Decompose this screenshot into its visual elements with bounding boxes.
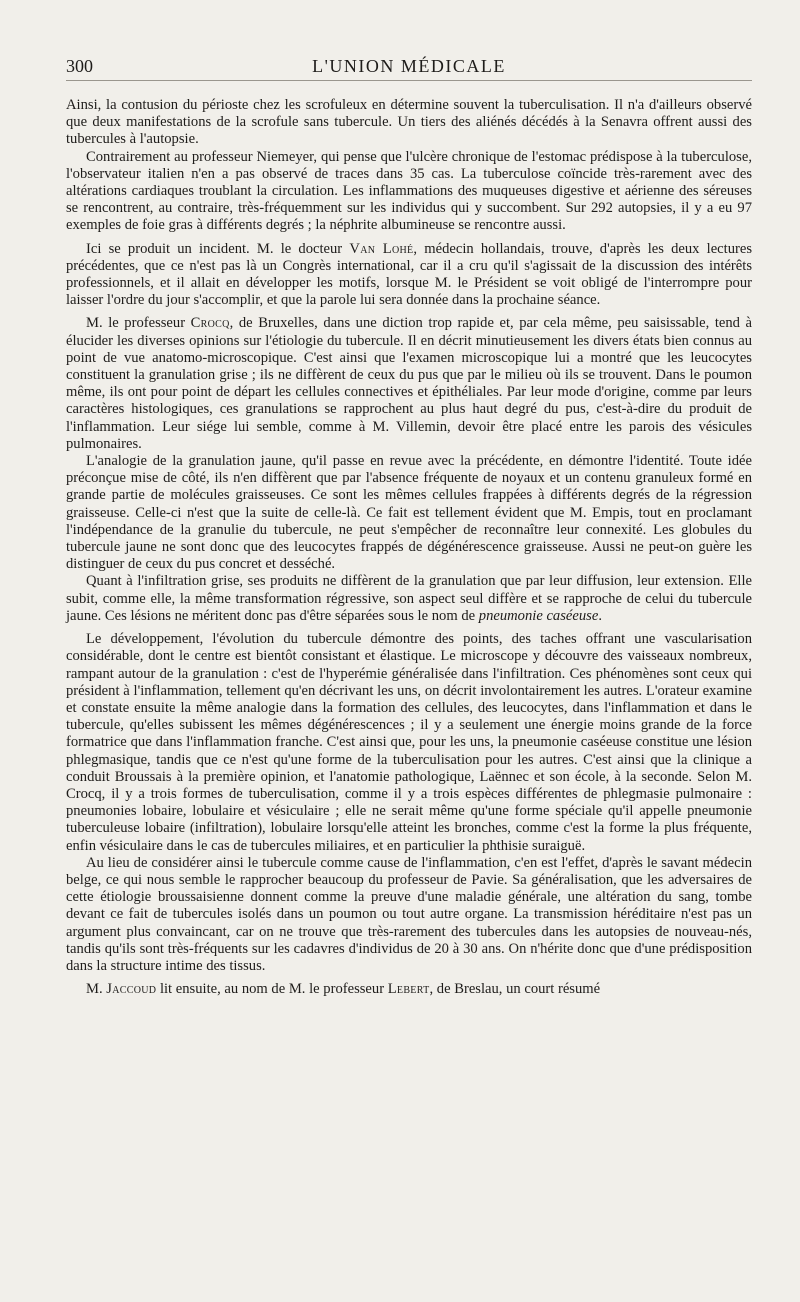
- paragraph-text: , de Breslau, un court résumé: [429, 981, 601, 998]
- paragraph: [66, 981, 752, 998]
- paragraph: [66, 149, 752, 235]
- person-name: Jaccoud: [106, 981, 157, 998]
- article-body: [66, 97, 752, 998]
- paragraph-text: .: [598, 607, 602, 624]
- paragraph-text: Ici se produit un incident. M. le docteur: [86, 240, 350, 257]
- paragraph-text: Contrairement au professeur Niemeyer, qui pense que l'ulcère chronique de l'estomac prédispose à la tuberculose, l'observateur italien n'en a pas observé de traces dans 35 cas. La tuberculose coïncide très-rarement avec des altérations cardiaques troublant la circulation. Les inflammations des muqueuses digestive et aérienne des séreuses se rencontrent, au contraire, très-fréquemment sur les individus qui y succombent. Sur 292 autopsies, il y a eu 97 exemples de foie gras à différents degrés ; la néphrite albumineuse se rencontre aussi.: [66, 148, 752, 234]
- paragraph-text: , médecin hollandais, trouve, d'après les deux lectures précédentes, que ce n'est pas là un Congrès international, car il a cru qu'il s'agissait de la discussion des intérêts professionnels, et il allait en développer les motifs, lorsque M. le Président se voit obligé de l'interrompre pour laisser l'ordre du jour s'accomplir, et que la parole lui sera donnée dans la prochaine séance.: [66, 240, 753, 309]
- paragraph-text: L'analogie de la granulation jaune, qu'il passe en revue avec la précédente, en démontre l'identité. Toute idée préconçue mise de côté, ils n'en diffèrent que par l'absence fréquente de noyaux et un contenu granuleux formé en grande partie de molécules graisseuses. Ce sont les mêmes cellules frappées à différents degrés de la régression graisseuse. Celle-ci n'est que la suite de celle-là. Ce fait est tellement évident que M. Empis, tout en proclamant l'indépendance de la granulie du tubercule, ne peut s'empêcher de reconnaître leur connexité. Les globules du tubercule jaune ne sont donc que des leucocytes frappés de dégénérescence graisseuse. Aussi ne peut-on guère les distinguer de ceux du pus concret et desséché.: [66, 453, 752, 573]
- paragraph-text: Au lieu de considérer ainsi le tubercule comme cause de l'inflammation, c'en est l'effet, d'après le savant médecin belge, ce qui nous semble le rapprocher beaucoup du professeur de Pavie. Sa généralisation, que les adversaires de cette étiologie broussaisienne donnent comme la preuve d'une maladie générale, une altération du sang, tombe devant ce fait de tubercules isolés dans un poumon ou tout autre organe. La transmission héréditaire n'est pas un argument plus convaincant, car on ne trouve que très-rarement des tubercules dans les autopsies de nouveau-nés, tandis qu'ils sont très-fréquents sur les cadavres d'individus de 20 à 30 ans. On n'hérite donc que d'une prédisposition dans la structure intime des tissus.: [66, 854, 752, 974]
- paragraph-text: Ainsi, la contusion du périoste chez les scrofuleux en détermine souvent la tuberculisation. Il n'a d'ailleurs observé que deux manifestations de la scrofule sans tubercule. Un tiers des aliénés décédés à la Senavra offrent aussi des tubercules à l'autopsie.: [66, 97, 752, 148]
- paragraph-text: , de Bruxelles, dans une diction trop rapide et, par cela même, peu saisissable, tend à élucider les diverses opinions sur l'étiologie du tubercule. Il en décrit minutieusement les divers états bien connus au point de vue anatomo-microscopique. C'est ainsi que l'examen microscopique lui a montré que les leucocytes constituent la granulation grise ; ils ne diffèrent de ceux du pus que par le milieu où ils se trouvent. Dans le poumon même, ils ont pour point de départ les cellules connectives et épithéliales. Par leur mode d'origine, comme par leurs caractères histologiques, ces granulations se rapprochent au plus haut degré du pus, c'est-à-dire du produit de l'inflammation. Leur siége lui semble, comme à M. Villemin, devoir être placé entre les parois des vésicules pulmonaires.: [66, 315, 753, 452]
- paragraph: [66, 855, 752, 975]
- paragraph-text: Quant à l'infiltration grise, ses produits ne diffèrent de la granulation que par leur diffusion, leur extension. Elle subit, comme elle, la même transformation régressive, son aspect seul diffère et se rapproche de celui du tubercule jaune. Ces lésions ne méritent donc pas d'être séparées sous le nom de: [66, 573, 752, 624]
- paragraph: [66, 241, 752, 310]
- paragraph: [66, 453, 752, 573]
- paragraph-text: M.: [86, 981, 107, 998]
- paragraph-text: lit ensuite, au nom de M. le professeur: [156, 981, 388, 998]
- person-name: Lebert: [387, 981, 430, 998]
- paragraph-text: M. le professeur: [86, 315, 191, 332]
- paragraph: [66, 315, 752, 453]
- paragraph: [66, 97, 752, 149]
- running-title: L'UNION MÉDICALE: [312, 56, 506, 76]
- page-number: 300: [66, 56, 93, 76]
- italic-term: pneumonie caséeuse: [478, 607, 599, 624]
- person-name: Crocq: [190, 315, 230, 332]
- paragraph-text: Le développement, l'évolution du tubercule démontre des points, des taches offrant une vascularisation considérable, dont le centre est bientôt consistant et élastique. Le microscope y découvre des vaisseaux nombreux, rampant autour de la granulation : c'est de l'hyperémie généralisée dans l'infiltration. Ces phénomènes sont ceux qui président à l'inflammation, tellement qu'en décrivant les uns, on décrit involontairement les autres. L'orateur examine et constate ensuite la même analogie dans la formation des cellules, des leucocytes, dans l'inflammation et dans le tubercule, qu'elles subissent les mêmes dégénérescences ; il y a seulement une énergie moins grande de la force formatrice que dans l'inflammation franche. C'est ainsi que, pour les uns, la pneumonie caséeuse constitue une lésion phlegmasique, tandis que ce n'est qu'une forme de la tuberculisation pour les autres. C'est ainsi que la clinique a conduit Broussais à la première opinion, et l'anatomie pathologique, Laënnec et son école, à la seconde. Selon M. Crocq, il y a trois formes de tuberculisation, comme il y a trois espèces différentes de phlegmasie pulmonaire : pneumonies lobaire, lobulaire et vésiculaire ; elle ne serait même qu'une forme spéciale qu'il appelle pneumonie tuberculeuse lobaire (infiltration), lobulaire lorsqu'elle atteint les bronches, comme c'est la forme la plus fréquente, enfin vésiculaire dans le cas de tubercules miliaires, et en particulier la phthisie suraiguë.: [66, 631, 752, 854]
- person-name: Van Lohé: [349, 240, 414, 257]
- paragraph: [66, 631, 752, 855]
- page-header: [66, 50, 752, 81]
- paragraph: [66, 573, 752, 625]
